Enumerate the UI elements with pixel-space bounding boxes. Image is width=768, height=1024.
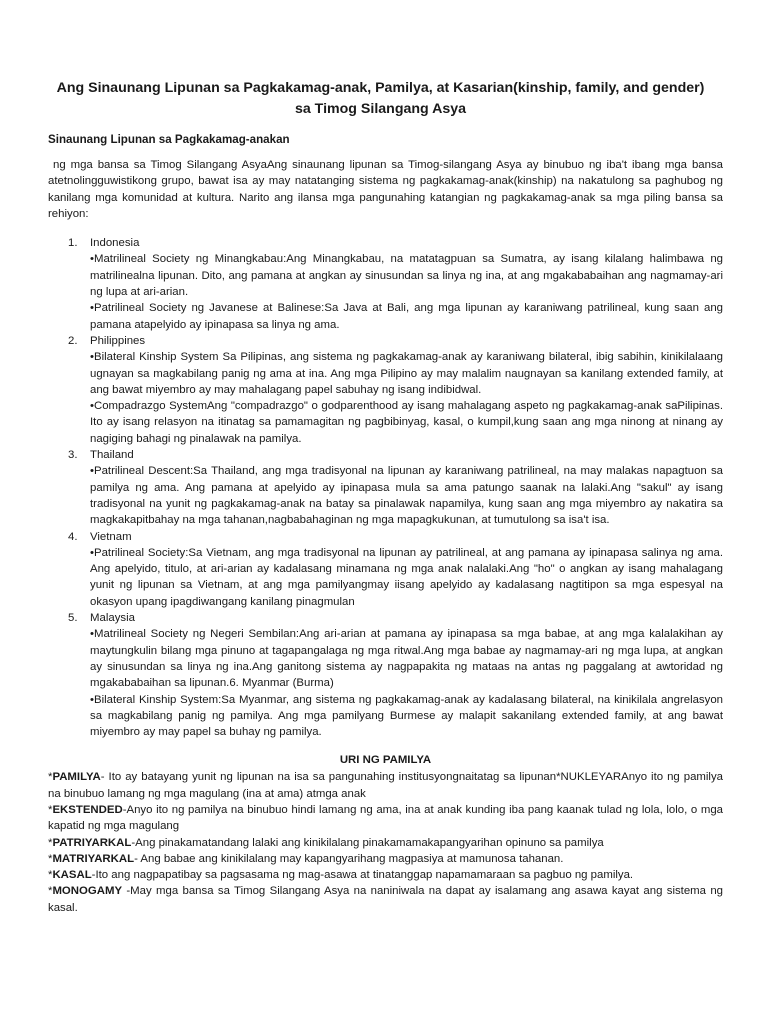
family-type-item xyxy=(48,867,723,883)
type-text: -May mga bansa sa Timog Silangang Asya na naniniwala na dapat ay isalamang ang asawa kayat ang sistema ng kasal. xyxy=(48,885,723,914)
list-item-malaysia xyxy=(48,610,723,740)
type-prefix: * xyxy=(48,885,53,898)
type-text: -Ito ang nagpapatibay sa pagsasama ng mag-asawa at tinatanggap napamamaraan sa pagbuo ng pamilya. xyxy=(91,869,634,882)
type-prefix: * xyxy=(48,869,53,882)
type-term: KASAL xyxy=(52,869,92,882)
type-text: - Ito ay batayang yunit ng lipunan na isa sa pangunahing institusyongnaitatag sa lipunan*NUKLEYARAnyo ito ng pamilya na binubuo lamang ng mga magulang (ina at ama) atmga anak xyxy=(48,771,723,800)
section-heading: Sinaunang Lipunan sa Pagkakamag-anakan xyxy=(48,133,290,146)
list-item-thailand xyxy=(48,447,723,528)
type-prefix: * xyxy=(48,852,53,865)
list-paragraph: •Matrilineal Society ng Negeri Sembilan:Ang ari-arian at pamana ay ipinapasa sa mga babae, at ang mga kalalakihan ay maytungkulin bilang mga pinuno at tagapangalaga ng mga ritwal.Ang mga babae ay nagmamay-ari ng mga lupa, at angkan ay sinusundan sa linya ng ina.Ang ganitong sistema ay nagpapakita ng mataas na antas ng paggalang at awtoridad ng mgakababaihan sa lipunan.6. Myanmar (Burma) xyxy=(90,628,723,690)
family-types-heading: URI NG PAMILYA xyxy=(339,754,432,767)
type-text: -Ang pinakamatandang lalaki ang kinikilalang pinakamamakapangyarihan opinuno sa pamilya xyxy=(131,836,604,849)
type-term: EKSTENDED xyxy=(52,803,123,816)
list-item-philippines xyxy=(48,333,723,447)
family-type-item xyxy=(48,851,723,867)
document-title: Ang Sinaunang Lipunan sa Pagkakamag-anak, Pamilya, at Kasarian(kinship, family, and gender) sa Timog Silangang Asya xyxy=(56,80,705,117)
family-type-item xyxy=(48,883,723,916)
list-item-indonesia xyxy=(48,235,723,333)
type-prefix: * xyxy=(48,803,53,816)
type-term: MONOGAMY xyxy=(52,885,123,898)
list-paragraph: •Compadrazgo SystemAng "compadrazgo" o godparenthood ay isang mahalagang aspeto ng pagkakamag-anak saPilipinas. Ito ay isang relasyon na itinatag sa pamamagitan ng pagbibinyag, kasal, o kumpil,kung saan ang mga ninong at ninang ay nagiging bahagi ng pinalawak na pamilya. xyxy=(90,400,723,445)
list-paragraph: •Patrilineal Descent:Sa Thailand, ang mga tradisyonal na lipunan ay karaniwang patrilineal, na may malakas napagtuon sa pamilya ng ama. Ang pamana at apelyido ay ipinapasa mula sa ama patungo saanak na lalaki.Ang "sakul" ay isang tradisyonal na yunit ng pagkakamag-anak na batay sa pinalawak napamilya, kung saan ang mga miyembro ay nakatira sa magkakapitbahay na mga tahanan,nagbabahaginan ng mga mapagkukunan, at tumutulong sa isa't isa. xyxy=(90,465,723,527)
list-paragraph: •Patrilineal Society:Sa Vietnam, ang mga tradisyonal na lipunan ay patrilineal, at ang pamana ay ipinapasa salinya ng ama. Ang apelyido, titulo, at ari-arian ay kadalasang minamana ng mga anak nalalaki.Ang "ho" o angkan ay isang mahalagang yunit ng lipunan sa Vietnam, at ang mga pamilyangmay iisang apelyido ay kadalasang nagtitipon sa mga espesyal na okasyon upang ipagdiwangang kanilang pinagmulan xyxy=(90,546,723,608)
type-prefix: * xyxy=(48,836,53,849)
list-paragraph: •Matrilineal Society ng Minangkabau:Ang Minangkabau, na matatagpuan sa Sumatra, ay isang kilalang halimbawa ng matrilinealna lipunan. Dito, ang pamana at angkan ay sinusundan sa linya ng ina, at ang mgakababaihan ang nagmamay-ari ng lupa at ari-arian. xyxy=(90,253,723,299)
family-types-list xyxy=(48,769,723,916)
country-name: Malaysia xyxy=(90,612,135,625)
country-list xyxy=(48,235,723,740)
list-paragraph: •Patrilineal Society ng Javanese at Balinese:Sa Java at Bali, ang mga lipunan ay karaniwang patrilineal, kung saan ang pamana atapelyido ay ipinapasa sa linya ng ama. xyxy=(90,302,723,331)
country-name: Thailand xyxy=(90,449,134,462)
country-name: Vietnam xyxy=(90,530,132,543)
list-number: 5. xyxy=(68,612,78,625)
intro-paragraph: ng mga bansa sa Timog Silangang AsyaAng sinaunang lipunan sa Timog-silangang Asya ay binubuo ng iba't ibang mga bansa atetnolingguwistikong grupo, bawat isa ay may natatanging sistema ng pagkakamag-anak(kinship) na nakatulong sa paghubog ng kanilang mga komunidad at kultura. Narito ang ilansa mga pangunahing katangian ng pagkakamag-anak sa mga piling bansa sa rehiyon: xyxy=(48,159,723,220)
list-paragraph: •Bilateral Kinship System:Sa Myanmar, ang sistema ng pagkakamag-anak ay kadalasang bilateral, na kinikilala angrelasyon sa magkabilang panig ng pamilya. Ang mga pamilyang Burmese ay malapit sakanilang extended family, at ang bawat miyembro ay may papel sa buhay ng pamilya. xyxy=(90,693,723,739)
list-number: 4. xyxy=(68,530,78,543)
type-term: PAMILYA xyxy=(52,771,101,784)
country-name: Philippines xyxy=(90,334,146,347)
family-type-item xyxy=(48,802,723,835)
type-term: PATRIYARKAL xyxy=(52,836,132,849)
list-number: 2. xyxy=(68,334,78,347)
list-number: 3. xyxy=(68,449,78,462)
list-item-vietnam xyxy=(48,529,723,610)
type-text: -Anyo ito ng pamilya na binubuo hindi lamang ng ama, ina at anak kunding iba pang kaanak tulad ng lola, lolo, o mga kapatid ng mga magulang xyxy=(48,803,723,833)
type-prefix: * xyxy=(48,771,53,784)
country-name: Indonesia xyxy=(90,237,140,250)
type-term: MATRIYARKAL xyxy=(52,852,135,865)
family-type-item xyxy=(48,769,723,802)
type-text: - Ang babae ang kinikilalang may kapangyarihang magpasiya at mamunosa tahanan. xyxy=(134,852,564,865)
family-type-item xyxy=(48,835,723,851)
list-number: 1. xyxy=(68,237,78,250)
list-paragraph: •Bilateral Kinship System Sa Pilipinas, ang sistema ng pagkakamag-anak ay karaniwang bilateral, ibig sabihin, kinikilalaang ugnayan sa magkabilang panig ng ama at ina. Ang mga Pilipino ay may malalim naugnayan sa kanilang extended family, at ang bawat miyembro ay may mahalagang papel sabuhay ng isang indibidwal. xyxy=(90,351,723,396)
